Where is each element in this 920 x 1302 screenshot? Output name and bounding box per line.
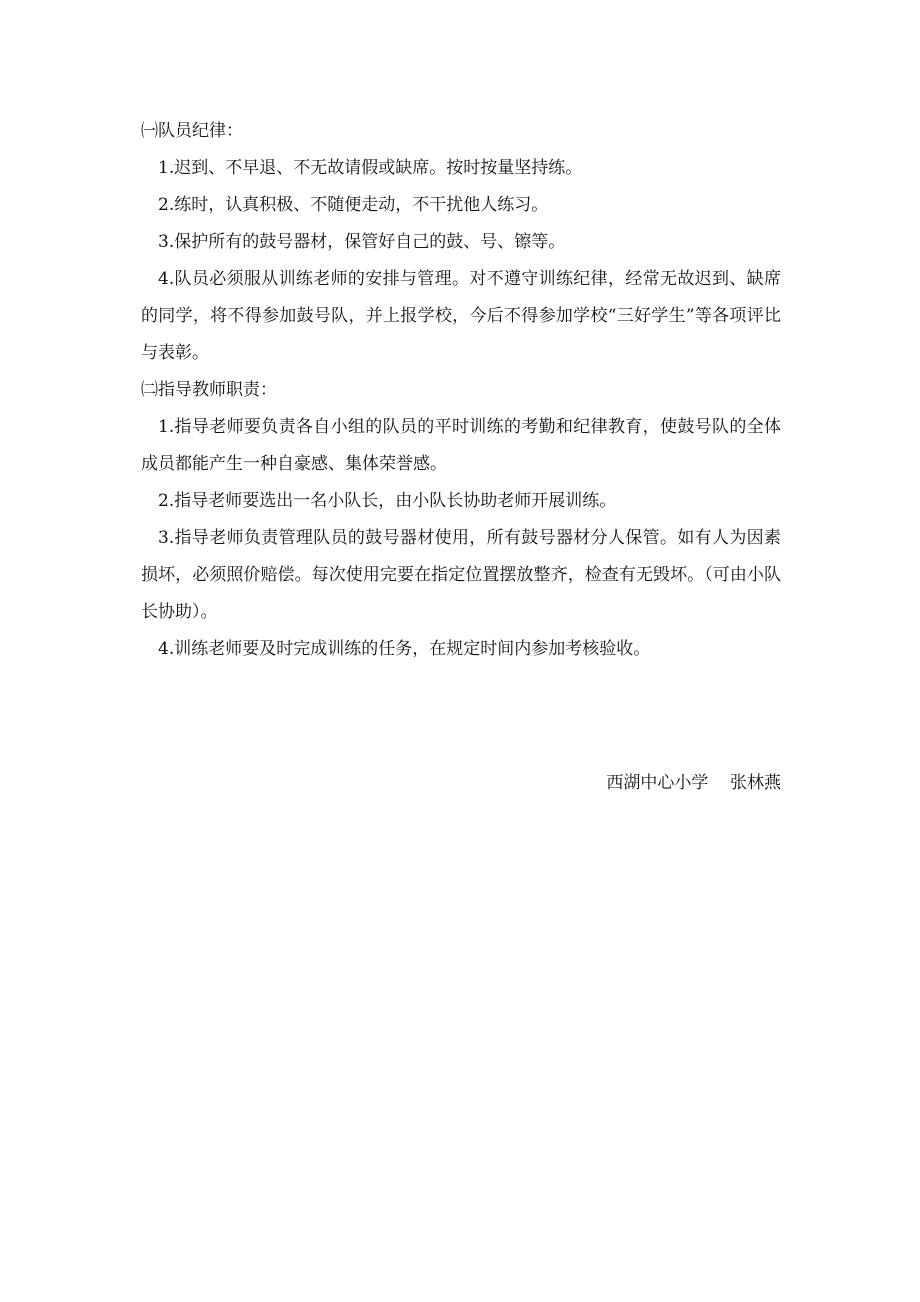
discipline-item-1: 1.迟到、不早退、不无故请假或缺席。按时按量坚持练。 — [158, 158, 583, 178]
section-heading-teacher-duties: ㈡指导教师职责： — [141, 380, 277, 400]
discipline-item-3: 3.保护所有的鼓号器材，保管好自己的鼓、号、镲等。 — [158, 232, 566, 252]
signature: 西湖中心小学 张林燕 — [606, 773, 781, 793]
section-heading-discipline: ㈠队员纪律： — [141, 121, 243, 141]
discipline-item-4: 4.队员必须服从训练老师的安排与管理。对不遵守训练纪律，经常无故迟到、缺席的同学，将不得参加鼓号队，并上报学校，今后不得参加学校“三好学生”等各项评比与表彰。 — [141, 269, 781, 363]
document-body — [141, 113, 781, 668]
duty-item-2: 2.指导老师要选出一名小队长，由小队长协助老师开展训练。 — [158, 491, 617, 511]
duty-item-1: 1.指导老师要负责各自小组的队员的平时训练的考勤和纪律教育，使鼓号队的全体成员都能产生一种自豪感、集体荣誉感。 — [141, 417, 781, 474]
duty-item-4: 4.训练老师要及时完成训练的任务，在规定时间内参加考核验收。 — [158, 639, 651, 659]
duty-item-3: 3.指导老师负责管理队员的鼓号器材使用，所有鼓号器材分人保管。如有人为因素损坏，必须照价赔偿。每次使用完要在指定位置摆放整齐，检查有无毁坏。（可由小队长协助）。 — [141, 528, 781, 622]
discipline-item-2: 2.练时，认真积极、不随便走动，不干扰他人练习。 — [158, 195, 549, 215]
